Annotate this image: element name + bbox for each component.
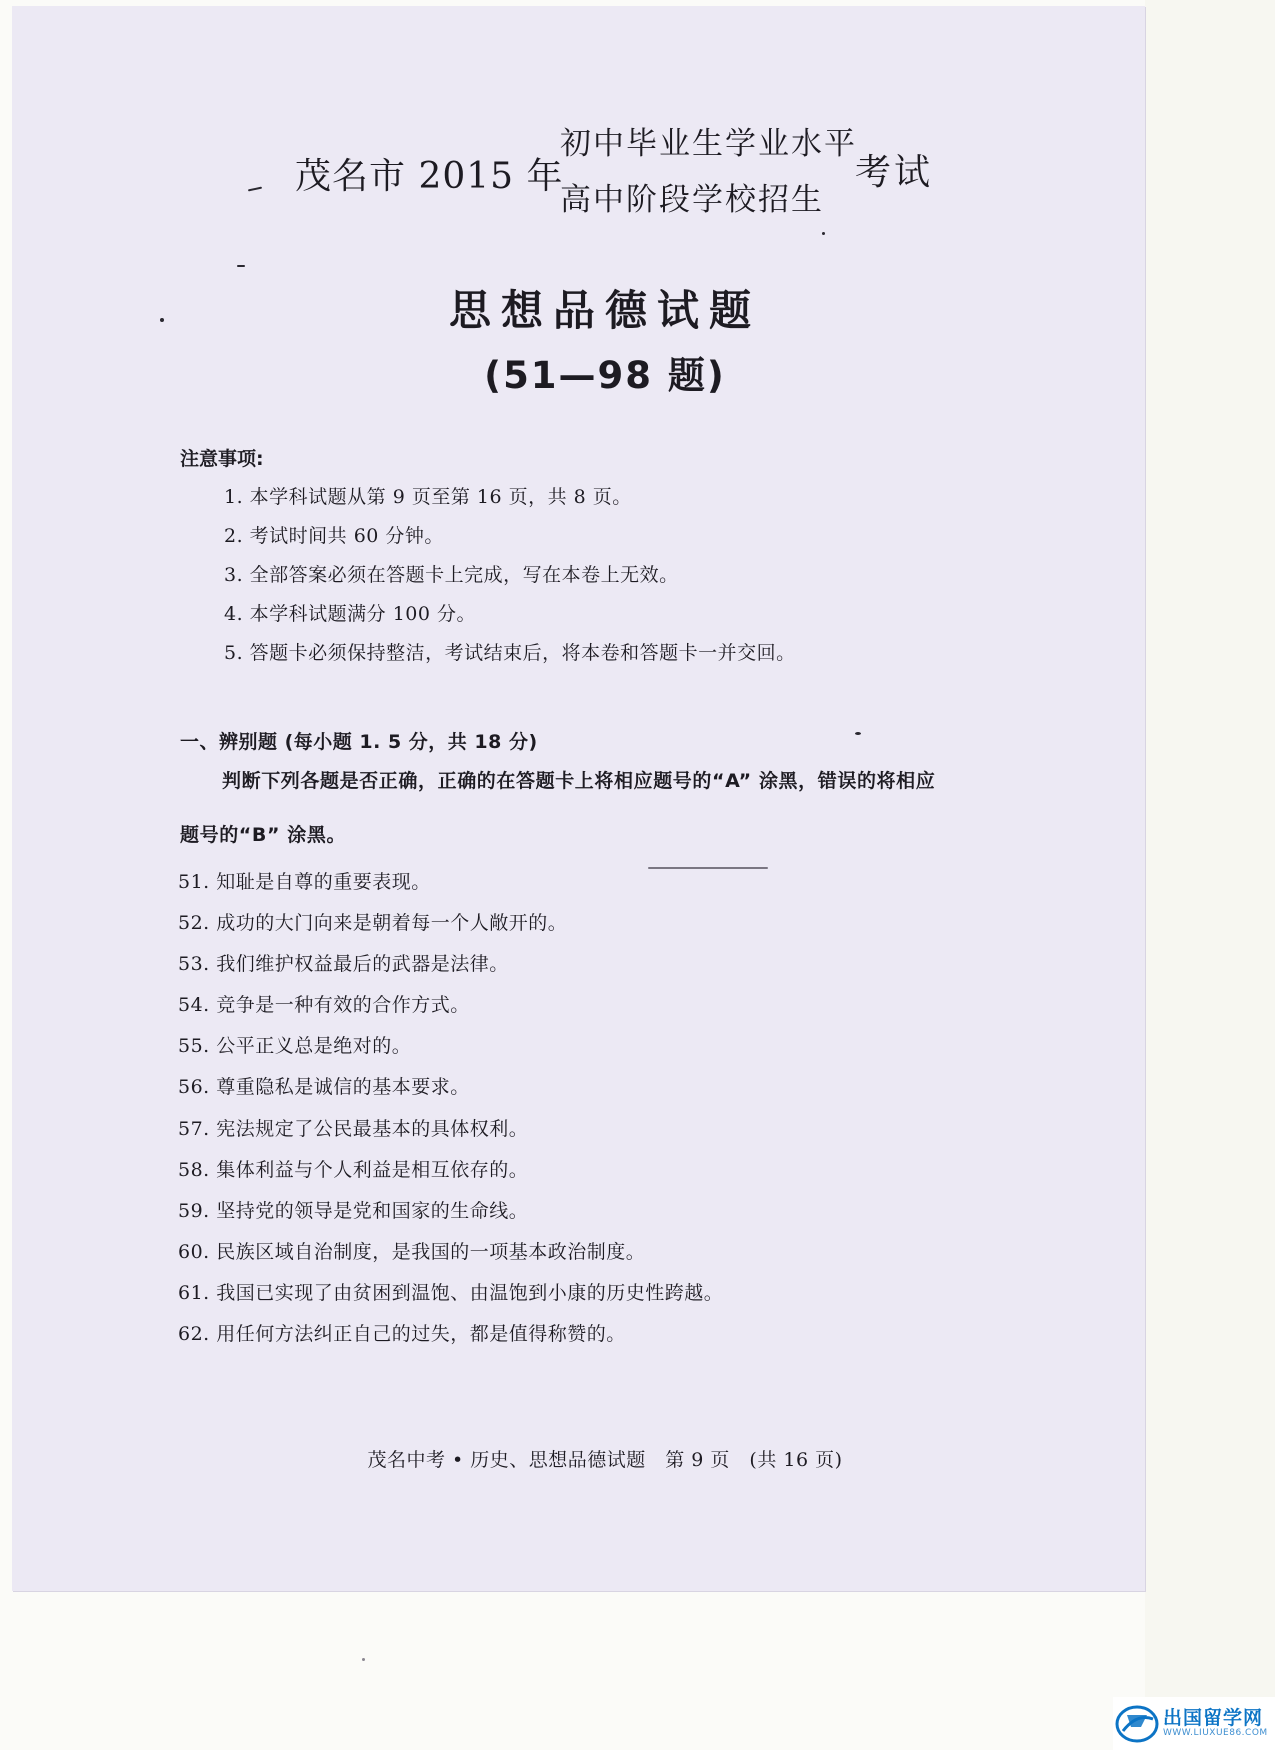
question-item: 51. 知耻是自尊的重要表现。: [178, 871, 431, 893]
scan-speck: [648, 867, 768, 869]
question-item: 53. 我们维护权益最后的武器是法律。: [178, 953, 509, 976]
header-prefix: 茂名市 2015 年: [295, 156, 564, 197]
question-list: [178, 862, 723, 1355]
question-item: 58. 集体利益与个人利益是相互依存的。: [178, 1158, 529, 1181]
scan-speck: [855, 732, 861, 735]
section-instruction-line1: 判断下列各题是否正确，正确的在答题卡上将相应题号的“A” 涂黑，错误的将相应: [222, 770, 936, 792]
scan-margin: [1145, 0, 1275, 1750]
question-item: 62. 用任何方法纠正自己的过失，都是值得称赞的。: [178, 1323, 626, 1346]
question-item: 56. 尊重隐私是诚信的基本要求。: [178, 1076, 470, 1099]
question-item: 55. 公平正义总是绝对的。: [178, 1035, 412, 1058]
page-footer: 茂名中考 • 历史、思想品德试题 第 9 页 (共 16 页): [367, 1449, 843, 1471]
section-instruction-line2: 题号的“B” 涂黑。: [180, 824, 347, 846]
notice-item: 5. 答题卡必须保持整洁，考试结束后，将本卷和答题卡一并交回。: [224, 642, 796, 664]
header-stack-line1: 初中毕业生学业水平: [560, 126, 857, 162]
section-heading: 一、辨别题 (每小题 1. 5 分，共 18 分): [180, 731, 538, 753]
scan-speck: [362, 1658, 365, 1661]
question-item: 52. 成功的大门向来是朝着每一个人敞开的。: [178, 912, 568, 935]
notice-item: 4. 本学科试题满分 100 分。: [224, 603, 477, 625]
question-item: 54. 竞争是一种有效的合作方式。: [178, 994, 470, 1017]
scan-speck: [822, 232, 825, 235]
header-stack-line2: 高中阶段学校招生: [560, 182, 824, 218]
notice-heading: 注意事项:: [180, 448, 264, 470]
scan-speck: [160, 318, 164, 322]
notice-list: [224, 478, 796, 673]
paper-title: 思想品德试题: [448, 286, 761, 335]
scan-speck: [237, 265, 245, 267]
paper-subtitle: (51—98 题): [484, 354, 726, 397]
watermark-name: 出国留学网: [1163, 1707, 1264, 1729]
notice-item: 1. 本学科试题从第 9 页至第 16 页，共 8 页。: [224, 486, 632, 508]
question-item: 57. 宪法规定了公民最基本的具体权利。: [178, 1117, 529, 1140]
watermark-url: WWW.LIUXUE86.COM: [1163, 1728, 1268, 1738]
question-item: 59. 坚持党的领导是党和国家的生命线。: [178, 1199, 529, 1222]
question-item: 61. 我国已实现了由贫困到温饱、由温饱到小康的历史性跨越。: [178, 1281, 724, 1304]
notice-item: 2. 考试时间共 60 分钟。: [224, 525, 444, 547]
notice-item: 3. 全部答案必须在答题卡上完成，写在本卷上无效。: [224, 564, 679, 586]
question-item: 60. 民族区域自治制度，是我国的一项基本政治制度。: [178, 1240, 646, 1263]
header-suffix: 考试: [855, 152, 934, 193]
